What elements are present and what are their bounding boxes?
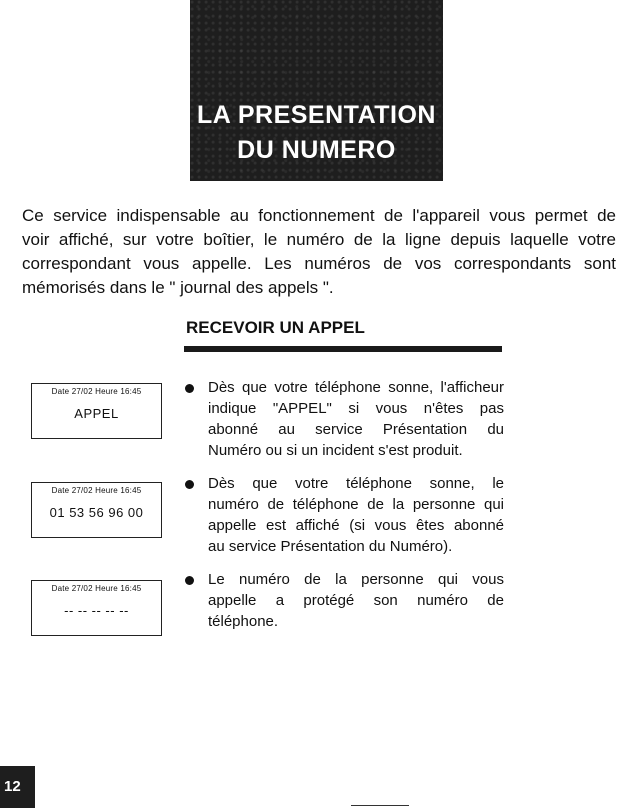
item-line: numéro de téléphone de la personne qui — [208, 496, 504, 513]
intro-line: correspondant vous appelle. Les numéros de vos correspondants sont — [22, 254, 616, 273]
display-screen-number — [31, 482, 162, 538]
bullet-icon — [185, 480, 194, 489]
title-banner — [190, 0, 443, 181]
bullet-icon — [185, 576, 194, 585]
intro-paragraph — [22, 204, 616, 300]
footer-rule — [351, 805, 409, 806]
page-number-box — [0, 766, 35, 808]
screen-date: Date 27/02 Heure 16:45 — [51, 584, 142, 593]
list-item — [208, 377, 504, 461]
intro-line: mémorisés dans le " journal des appels ". — [22, 278, 334, 297]
intro-line: Ce service indispensable au fonctionnement de l'appareil vous permet de — [22, 206, 616, 225]
display-screen-appel — [31, 383, 162, 439]
item-line: Le numéro de la personne qui vous — [208, 571, 504, 588]
item-line: abonné au service Présentation du — [208, 421, 504, 438]
screen-value: -- -- -- -- -- — [64, 603, 129, 618]
list-item — [208, 569, 504, 632]
screen-value: 01 53 56 96 00 — [49, 505, 144, 520]
item-line: au service Présentation du Numéro). — [208, 538, 453, 555]
display-screen-hidden — [31, 580, 162, 636]
title-line-1: LA PRESENTATION — [197, 101, 436, 129]
section-title: RECEVOIR UN APPEL — [186, 318, 365, 337]
section-divider — [184, 346, 502, 352]
item-line: Dès que votre téléphone sonne, l'afficheur — [208, 379, 504, 396]
list-item — [208, 473, 504, 557]
title-line-2: DU NUMERO — [237, 136, 396, 164]
item-line: téléphone. — [208, 613, 279, 630]
item-line: Dès que votre téléphone sonne, le — [208, 475, 504, 492]
screen-value: APPEL — [74, 406, 119, 421]
item-line: Numéro ou si un incident s'est produit. — [208, 442, 463, 459]
item-line: indique "APPEL" si vous n'êtes pas — [208, 400, 504, 417]
screen-date: Date 27/02 Heure 16:45 — [51, 387, 142, 396]
bullet-icon — [185, 384, 194, 393]
screen-date: Date 27/02 Heure 16:45 — [51, 486, 142, 495]
item-line: appelle a protégé son numéro de — [208, 592, 504, 609]
intro-line: voir affiché, sur votre boîtier, le numéro de la ligne depuis laquelle votre — [22, 230, 616, 249]
item-line: appelle est affiché (si vous êtes abonné — [208, 517, 504, 534]
page-number: 12 — [4, 778, 21, 795]
